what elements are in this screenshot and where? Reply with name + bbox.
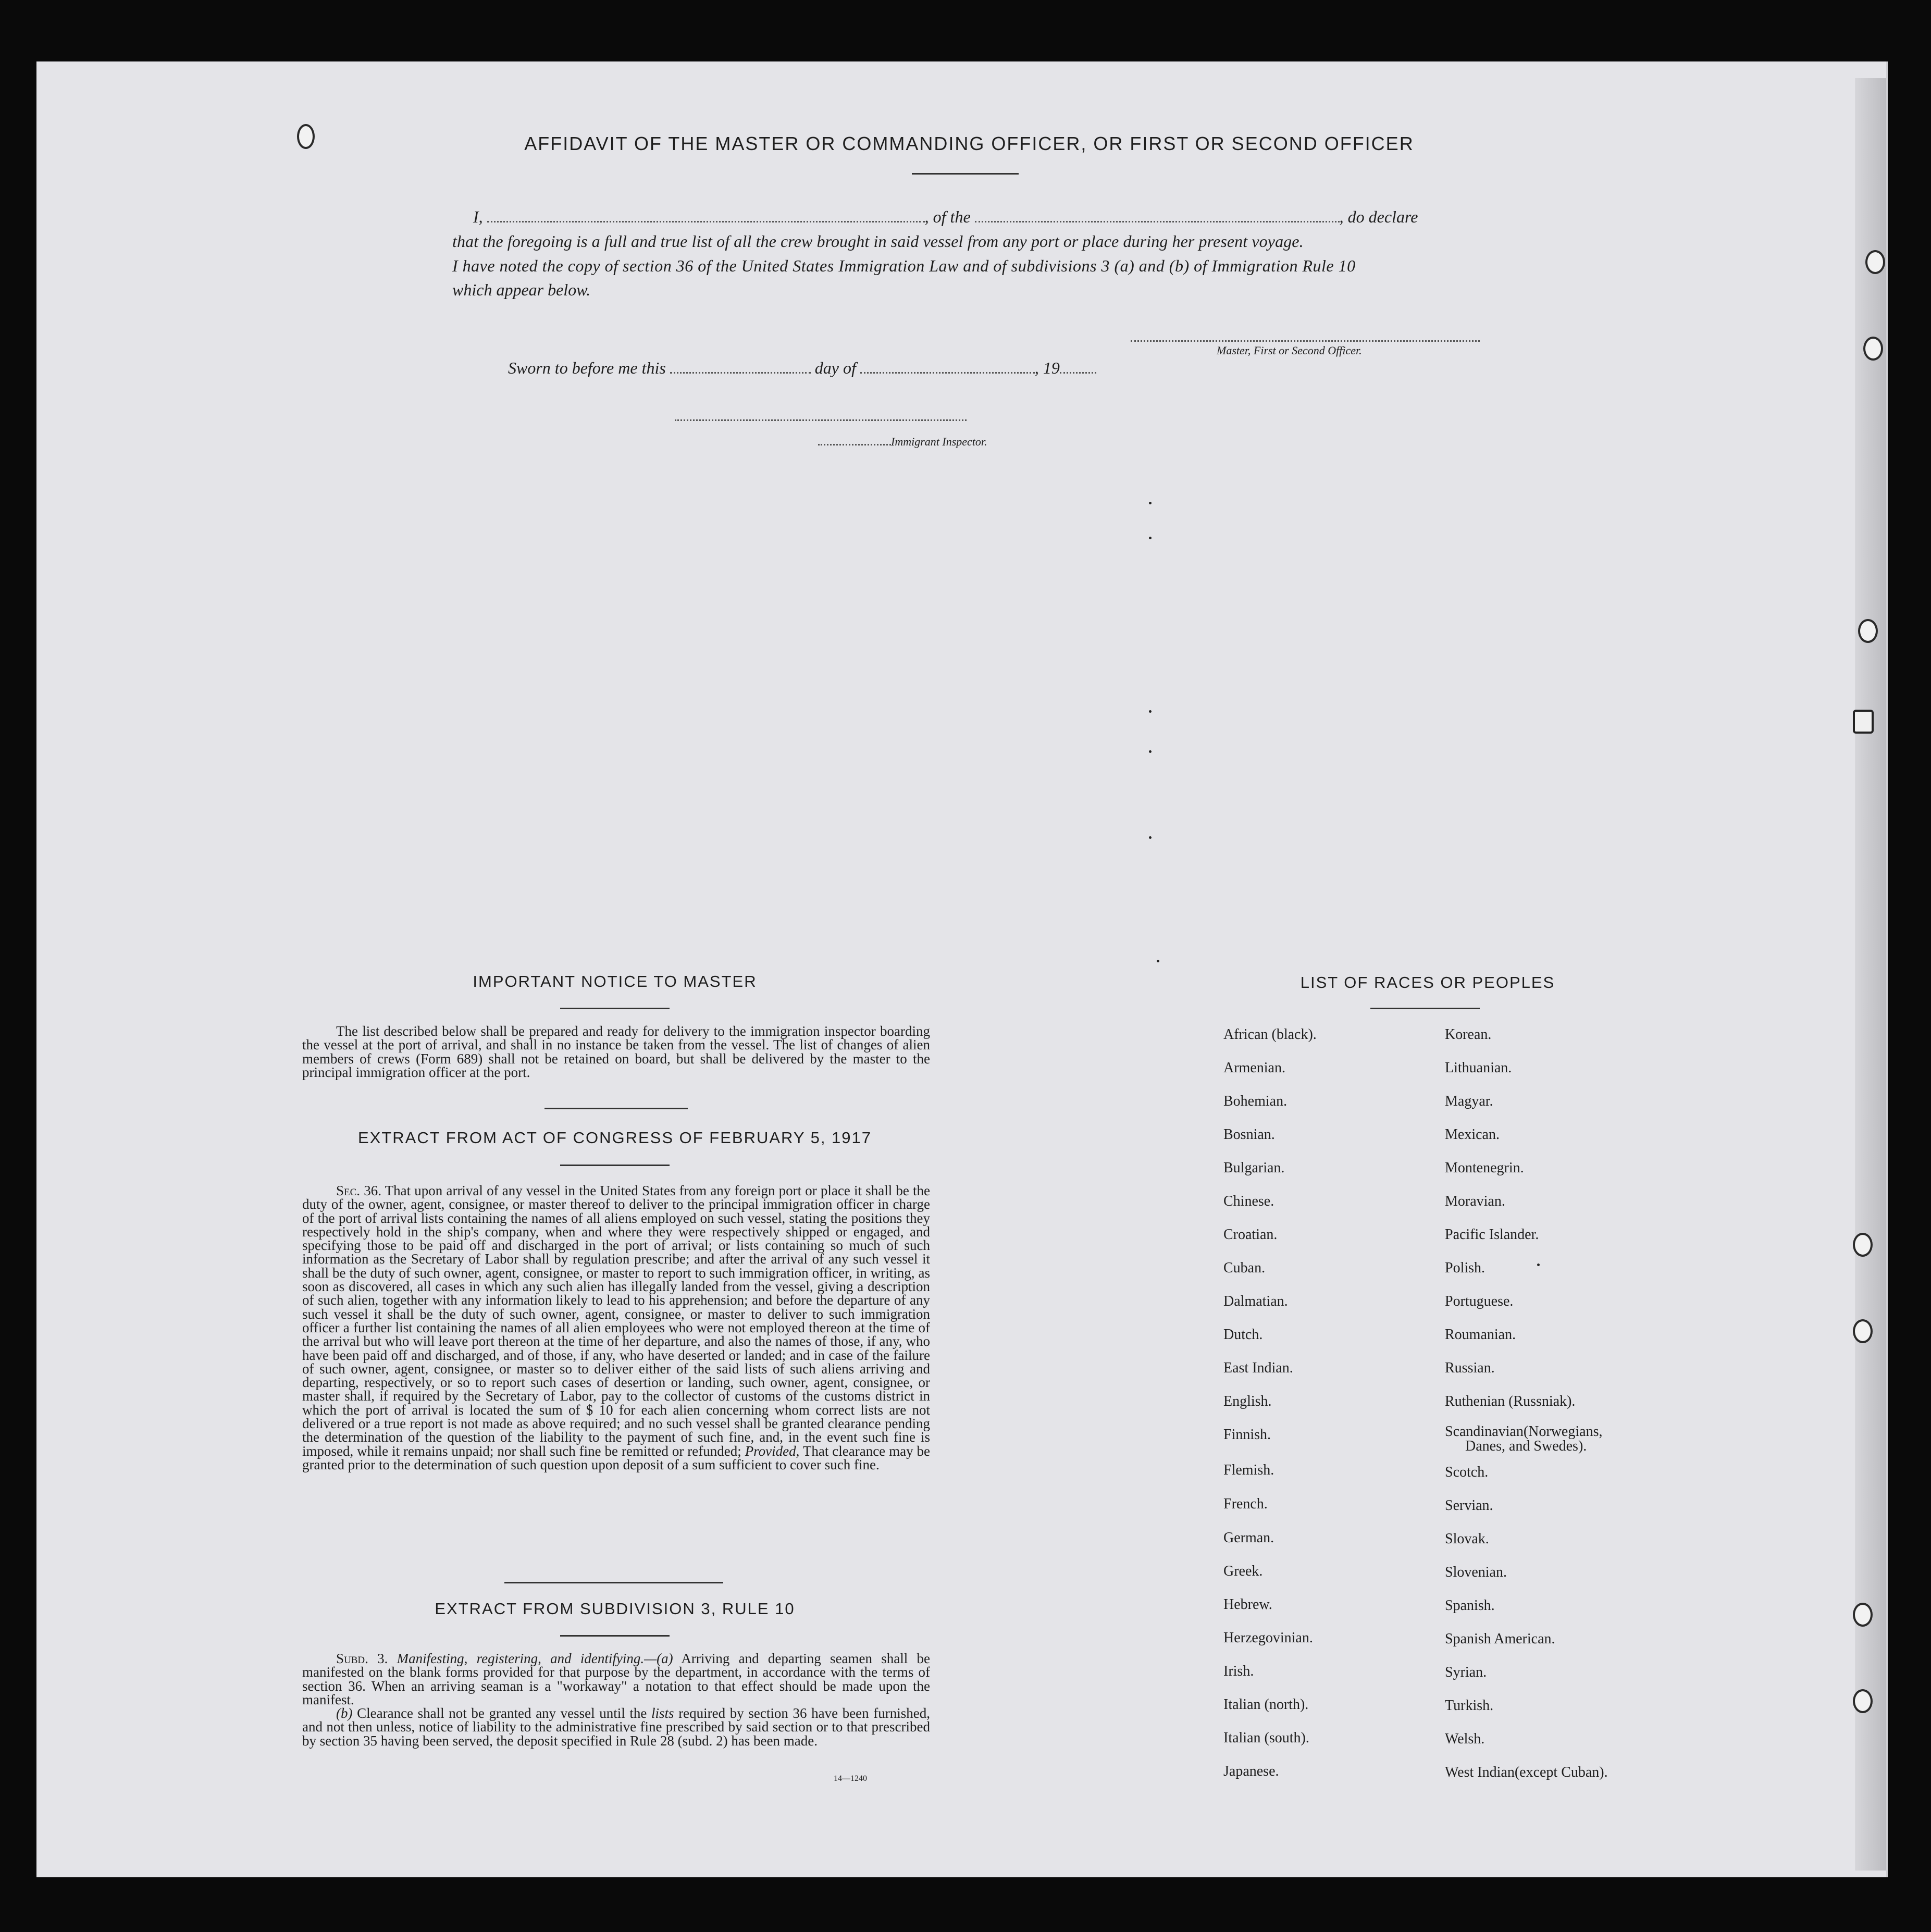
race-item: Finnish. — [1223, 1427, 1271, 1443]
race-item: Bosnian. — [1223, 1126, 1275, 1143]
para-b2: required by section 36 have been furnished, and not then unless, notice of liability to the administrative fine prescribed by said section or to that prescribed by section 35 having been served, the deposit specified in Rule 28 (subd. 2) has been made. — [302, 1705, 931, 1749]
page-mark — [1853, 710, 1874, 734]
race-item: French. — [1223, 1496, 1268, 1512]
race-item: English. — [1223, 1393, 1272, 1409]
para-b1: Clearance shall not be granted any vessel until the — [357, 1705, 647, 1721]
race-item: German. — [1223, 1530, 1274, 1546]
provided-word: Provided, — [745, 1443, 800, 1459]
race-item: Portuguese. — [1445, 1293, 1514, 1309]
speck — [1149, 750, 1152, 753]
race-item: Flemish. — [1223, 1462, 1274, 1478]
inspector-signature-line[interactable] — [675, 419, 967, 421]
sworn-month-field[interactable] — [860, 371, 1035, 374]
race-item: Bulgarian. — [1223, 1160, 1285, 1176]
speck — [1149, 537, 1152, 539]
sworn-text: Sworn to before me this — [508, 358, 666, 377]
lists-word: lists — [651, 1705, 674, 1721]
form-number: 14—1240 — [834, 1774, 867, 1783]
affidavit-line-1 — [452, 207, 1500, 227]
race-item: Herzegovinian. — [1223, 1630, 1313, 1646]
rule-rule — [560, 1635, 670, 1637]
race-item: Lithuanian. — [1445, 1060, 1512, 1076]
race-item: Moravian. — [1445, 1193, 1505, 1209]
race-item: Russian. — [1445, 1360, 1495, 1376]
inspector-label-line — [818, 435, 987, 449]
binder-hole — [1853, 1603, 1873, 1627]
races-heading: LIST OF RACES OR PEOPLES — [1300, 973, 1555, 992]
act-heading: EXTRACT FROM ACT OF CONGRESS OF FEBRUARY 5, 1917 — [357, 1129, 872, 1147]
title-rule — [912, 173, 1019, 175]
race-item: Servian. — [1445, 1497, 1493, 1514]
race-item: Cuban. — [1223, 1260, 1266, 1276]
act-rule — [560, 1165, 670, 1166]
day-of-text: day of — [814, 358, 856, 377]
race-item: Chinese. — [1223, 1193, 1274, 1209]
race-item: Welsh. — [1445, 1731, 1485, 1747]
race-item: West Indian(except Cuban). — [1445, 1764, 1608, 1780]
speck — [1149, 502, 1152, 504]
affidavit-i: I, — [473, 207, 483, 226]
notice-rule — [560, 1008, 670, 1009]
speck — [1537, 1264, 1540, 1266]
notice-divider — [544, 1108, 688, 1109]
name-field[interactable] — [487, 220, 925, 222]
race-item: Ruthenian (Russniak). — [1445, 1393, 1576, 1409]
rule-text-b — [302, 1706, 930, 1748]
race-item: Turkish. — [1445, 1698, 1494, 1714]
subd-title: Manifesting, registering, and identifying.—(a) — [397, 1651, 673, 1666]
affidavit-declare: , do declare — [1339, 207, 1418, 226]
rule-text-a — [302, 1652, 930, 1706]
speck — [1149, 836, 1152, 839]
race-item: Dalmatian. — [1223, 1293, 1288, 1309]
sec-label: Sec. 36. — [336, 1183, 381, 1198]
inspector-label: Immigrant Inspector. — [891, 435, 987, 448]
binder-hole — [1865, 250, 1885, 274]
race-item: Scandinavian(Norwegians, — [1445, 1423, 1603, 1440]
rule-heading: EXTRACT FROM SUBDIVISION 3, RULE 10 — [435, 1600, 795, 1618]
speck — [1149, 710, 1152, 713]
race-item: Greek. — [1223, 1563, 1263, 1579]
b-label: (b) — [336, 1705, 353, 1721]
act-text — [302, 1184, 930, 1471]
binder-hole — [1858, 619, 1878, 643]
binder-hole — [1853, 1319, 1873, 1343]
race-item: Italian (south). — [1223, 1730, 1309, 1746]
master-signature-line[interactable] — [1131, 340, 1480, 342]
inspector-dots — [818, 443, 891, 445]
act-divider — [504, 1582, 723, 1583]
race-item: Mexican. — [1445, 1126, 1500, 1143]
race-item: Hebrew. — [1223, 1596, 1272, 1613]
binder-hole — [1853, 1233, 1873, 1257]
notice-paragraph: The list described below shall be prepared and ready for delivery to the immigration inspector boarding the vessel at the port of arrival, and shall in no instance be taken from the vessel. The list of changes of alien members of crews (Form 689) shall not be retained on board, but shall be delivered by the master to the principal immigration officer at the port. — [302, 1023, 930, 1080]
affidavit-line-4: which appear below. — [452, 280, 591, 299]
race-item: Italian (north). — [1223, 1696, 1309, 1713]
race-item: East Indian. — [1223, 1360, 1293, 1376]
affidavit-line-3: I have noted the copy of section 36 of the United States Immigration Law and of subdivisions 3 (a) and (b) of Immigration Rule 10 — [452, 256, 1356, 275]
notice-heading: IMPORTANT NOTICE TO MASTER — [473, 972, 757, 990]
subd-label: Subd. 3. — [336, 1651, 388, 1666]
race-item: Spanish. — [1445, 1597, 1495, 1614]
act-paragraph-end: That clearance may be granted prior to the determination of such question upon deposit of a sum sufficient to cover such fine. — [302, 1443, 931, 1472]
race-item: Croatian. — [1223, 1227, 1278, 1243]
race-item: Montenegrin. — [1445, 1160, 1524, 1176]
race-item: African (black). — [1223, 1026, 1317, 1043]
race-item: Armenian. — [1223, 1060, 1285, 1076]
sworn-line — [508, 358, 1096, 378]
affidavit-line-2: that the foregoing is a full and true list of all the crew brought in said vessel from any port or place during her present voyage. — [452, 232, 1304, 251]
race-item: Magyar. — [1445, 1093, 1493, 1109]
race-item: Slovenian. — [1445, 1564, 1507, 1580]
race-item: Korean. — [1445, 1026, 1492, 1043]
race-item: Spanish American. — [1445, 1631, 1555, 1647]
affidavit-title: AFFIDAVIT OF THE MASTER OR COMMANDING OFFICER, OR FIRST OR SECOND OFFICER — [524, 133, 1414, 154]
sworn-day-field[interactable] — [670, 371, 811, 374]
race-item: Scotch. — [1445, 1464, 1489, 1480]
act-paragraph: That upon arrival of any vessel in the United States from any foreign port or place it shall be the duty of the owner, agent, consignee, or master thereof to deliver to the principal immigration officer in charge of the port of arrival lists containing the names of all aliens employed on such vessel, stating the positions they respectively hold in the ship's company, when and where they were respectively shipped or engaged, and specifying those to be paid off and discharged in the port of arrival; or lists containing so much of such information as the Secretary of Labor shall by regulation prescribe; and after the arrival of any such vessel it shall be the duty of such owner, agent, consignee, or master to report to such immigration officer, in writing, as soon as discovered, all cases in which any such alien has illegally landed from the vessel, giving a description of such alien, together with any information likely to lead to his apprehension; and before the departure of any such vessel it shall be the duty of such owner, agent, consignee, or master to deliver to such immigration officer a further list containing the names of all alien employees who were not employed thereon at the time of the arrival but who will leave port thereon at the time of her departure, and also the names of those, if any, who have been paid off and discharged, and of those, if any, who have deserted or landed; and in case of the failure of such owner, agent, consignee, or master so to deliver either of the said lists of such aliens arriving and departing, respectively, or so to report such cases of desertion or landing, such owner, agent, consignee, or master shall, if required by the Secretary of Labor, pay to the collector of customs of the customs district in which the port of arrival is located the sum of $ 10 for each alien concerning whom correct lists are not delivered or a true report is not made as above required; and no such vessel shall be granted clearance pending the determination of the question of the liability to the payment of such fine, and, in the event such fine is imposed, while it remains unpaid; nor shall such fine be remitted or refunded; — [302, 1183, 931, 1459]
race-item: Syrian. — [1445, 1664, 1487, 1680]
race-item: Bohemian. — [1223, 1093, 1288, 1109]
affidavit-of-the: , of the — [924, 207, 971, 226]
speck — [1157, 960, 1159, 962]
race-item: Pacific Islander. — [1445, 1227, 1539, 1243]
race-item: Slovak. — [1445, 1531, 1489, 1547]
race-item: Dutch. — [1223, 1327, 1263, 1343]
race-item: Irish. — [1223, 1663, 1254, 1679]
binder-hole — [1853, 1689, 1873, 1713]
notice-text — [302, 1024, 930, 1079]
vessel-field[interactable] — [975, 220, 1340, 222]
race-item: Roumanian. — [1445, 1327, 1516, 1343]
sworn-year-field[interactable] — [1060, 371, 1096, 374]
year-prefix: , 19 — [1034, 358, 1060, 377]
master-label: Master, First or Second Officer. — [1217, 344, 1362, 357]
binder-hole — [1863, 337, 1883, 361]
race-item: Japanese. — [1223, 1763, 1279, 1779]
race-item-continuation: Danes, and Swedes). — [1465, 1438, 1587, 1454]
para-a: Arriving and departing seamen shall be manifested on the blank forms provided for that purpose by the department, in accordance with the terms of section 36. When an arriving seaman is a "workaway" a notation to that effect should be made upon the manifest. — [302, 1651, 931, 1707]
race-item: Polish. — [1445, 1260, 1486, 1276]
races-rule — [1370, 1008, 1480, 1009]
binder-hole — [297, 124, 315, 149]
